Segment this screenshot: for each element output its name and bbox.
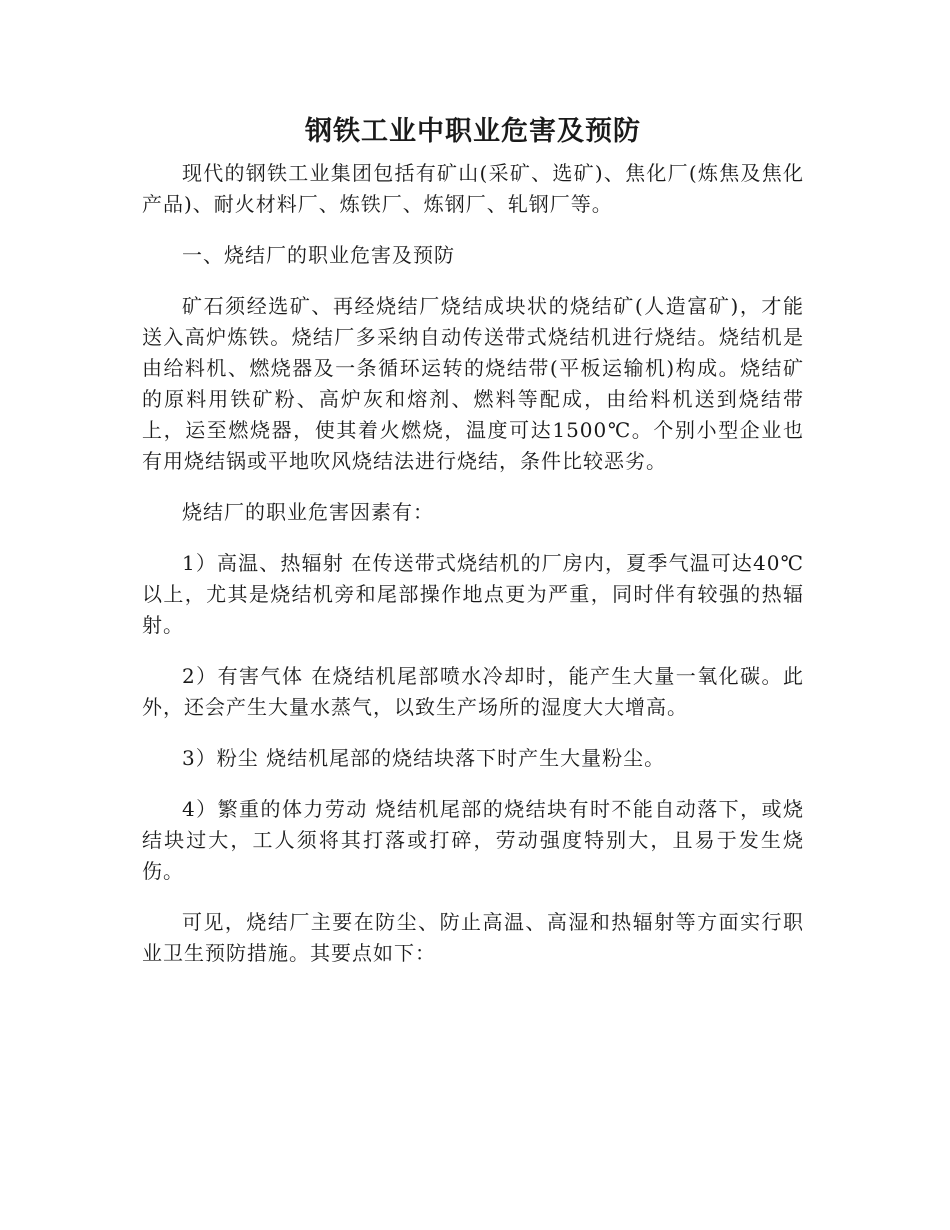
paragraph-intro: 现代的钢铁工业集团包括有矿山(采矿、选矿)、焦化厂(炼焦及焦化产品)、耐火材料厂、炼铁厂、炼钢厂、轧钢厂等。 xyxy=(142,161,804,216)
paragraph-sintering-process: 矿石须经选矿、再经烧结厂烧结成块状的烧结矿(人造富矿)，才能送入高炉炼铁。烧结厂多采纳自动传送带式烧结机进行烧结。烧结机是由给料机、燃烧器及一条循环运转的烧结带(平板运输机)构成。烧结矿的原料用铁矿粉、高炉灰和熔剂、燃料等配成，由给料机送到烧结带上，运至燃烧器，使其着火燃烧，温度可达1500℃。个别小型企业也有用烧结锅或平地吹风烧结法进行烧结，条件比较恶劣。 xyxy=(142,294,804,473)
section-heading-sintering: 一、烧结厂的职业危害及预防 xyxy=(182,243,455,267)
paragraph-hazard-dust: 3）粉尘 烧结机尾部的烧结块落下时产生大量粉尘。 xyxy=(182,746,666,770)
paragraph-hazard-heat: 1）高温、热辐射 在传送带式烧结机的厂房内，夏季气温可达40℃以上，尤其是烧结机旁和尾部操作地点更为严重，同时伴有较强的热辐射。 xyxy=(142,551,804,637)
paragraph-hazard-factors-intro: 烧结厂的职业危害因素有： xyxy=(182,500,434,524)
paragraph-prevention-summary: 可见，烧结厂主要在防尘、防止高温、高湿和热辐射等方面实行职业卫生预防措施。其要点如下： xyxy=(142,910,804,965)
document-title: 钢铁工业中职业危害及预防 xyxy=(305,116,641,147)
paragraph-hazard-gas: 2）有害气体 在烧结机尾部喷水冷却时，能产生大量一氧化碳。此外，还会产生大量水蒸气，以致生产场所的湿度大大增高。 xyxy=(142,664,804,719)
paragraph-hazard-labor: 4）繁重的体力劳动 烧结机尾部的烧结块有时不能自动落下，或烧结块过大，工人须将其打落或打碎，劳动强度特别大，且易于发生烧伤。 xyxy=(142,797,804,883)
document-page xyxy=(142,112,804,989)
